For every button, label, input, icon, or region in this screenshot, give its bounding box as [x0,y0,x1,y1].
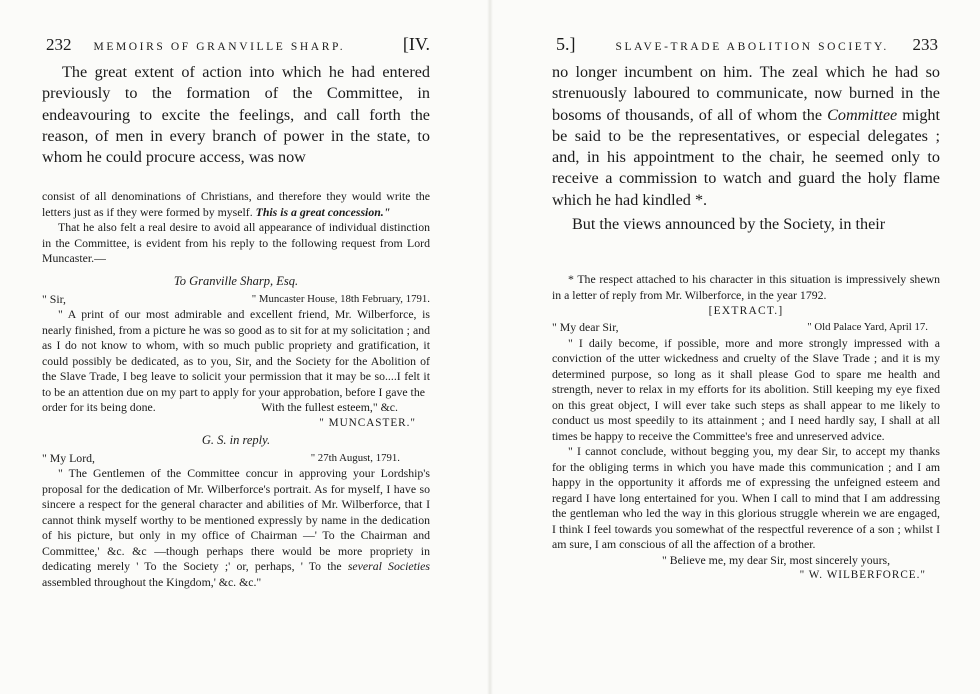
letter-dateline: " Old Palace Yard, April 17. [807,321,928,333]
letter-salutation: " My dear Sir, [552,320,619,334]
letter-body-2 [42,466,430,590]
italic-word: Committee [827,105,898,124]
body-text: no longer incumbent on him. The zeal which he had so strenuously laboured to communicate, now burned in the bosoms of thousands, of all of whom the [552,63,940,124]
body-paragraph: The great extent of action into which he had entered previously to the formation of the Committee, in endeavouring to excite the feelings, and call forth the reason, of men in every branch of power in the state, to whom he could procure access, was now [42,63,430,167]
letter-dateline-2: " 27th August, 1791. [310,451,400,464]
right-page [490,0,980,694]
left-main-text [42,62,430,168]
right-running-head [556,34,938,58]
italic-phrase: several Societies [347,559,430,573]
letter-heading: To Granville Sharp, Esq. [173,273,299,288]
running-title: MEMOIRS OF GRANVILLE SHARP. [93,41,346,53]
letter-complimentary-close: With the fullest esteem," &c. [261,400,398,414]
letter-paragraph-2: " I cannot conclude, without begging you, my dear Sir, to accept my thanks for the obliging terms in which you have made this communication ; and I am happy in the opportunity it affords me of expressing the unfeigned esteem and regard I have long entertained for you. When I call to mind that I am addressing the gentleman who led the way in this glorious struggle wherein we are engaged, I think I feel towards you somewhat of the respectful reverence of a son ; whilst I am sure, I am conscious of all the affection of a brother. [552,444,940,551]
footnote-emphasis: This is a great concession." [255,204,391,219]
letter-salutation-2: " My Lord, [42,450,95,465]
body-paragraph-2: But the views announced by the Society, in their [572,215,886,234]
footnote-intro: * The respect attached to his character in this situation is impressively shewn in a letter of reply from Mr. Wilberforce, in the year 1792. [552,272,940,302]
extract-label: [EXTRACT.] [708,305,784,317]
letter-salutation: " Sir, [42,291,67,306]
letter-heading-2: G. S. in reply. [201,432,271,447]
letter-header-line-2 [42,451,430,467]
letter-last-line [42,400,430,416]
left-footnote [42,189,430,590]
letter-text: " The Gentlemen of the Committee concur in approving your Lordship's proposal for the dedication of Mr. Wilberforce's portrait. As for myself, I have so sincere a respect for the general character and abilities of Mr. Wilberforce, that I cannot think myself worthy to be mentioned expressly by name in the dedication of his picture, but only in my office of Chairman —' To the Chairman and Committee,' &c. &c —though perhaps there would be more propriety in dedicating merely ' To the Society ;' or, perhaps, ' To the [42,466,430,573]
page-number: 233 [912,35,938,54]
letter-text: order for its being done. [42,400,156,414]
letter-dateline: " Muncaster House, 18th February, 1791. [251,292,430,305]
left-running-head [46,34,430,58]
letter-closing: " Believe me, my dear Sir, most sincerely yours, [661,552,891,567]
letter-text: assembled throughout the Kingdom,' &c. &c." [42,574,262,589]
footnote-paragraph-2: That he also felt a real desire to avoid all appearance of individual distinction in the Committee, is evident from his reply to the following request from Lord Muncaster.— [42,220,430,265]
letter-body: " A print of our most admirable and excellent friend, Mr. Wilberforce, is nearly finished, from a picture he was so good as to sit for at my solicitation ; and as I do not know to whom, with so much public propriety and gratification, it could possibly be dedicated, as to you, Sir, and the Society for the Abolition of the Slave Trade, I beg leave to solicit your permission that it may be so....I felt it to be an attention due on my part to apply for your approbation, before I gave the [42,307,430,399]
right-footnote [552,272,940,583]
letter-header-line [42,292,430,308]
chapter-marker: [IV. [402,34,430,54]
body-paragraph [552,62,940,211]
right-main-text [552,62,940,235]
footnote-paragraph [42,189,430,220]
chapter-marker: 5.] [556,34,576,54]
footnote-text: consist of all denominations of Christians, and therefore they would write the letters just as if they were formed by myself. [42,189,430,219]
page-number: 232 [46,35,72,54]
body-text: might be said to be the representatives, or especial delegates ; and, in his appointment to the chair, he seemed only to receive a commission to watch and guard the holy flame which he had kindled *. [552,105,941,209]
running-title: SLAVE-TRADE ABOLITION SOCIETY. [615,41,889,53]
letter-signature: " MUNCASTER." [319,416,416,429]
letter-paragraph: " I daily become, if possible, more and more strongly impressed with a conviction of the utter wickedness and cruelty of the Slave Trade ; and it is my determined purpose, so long as it shall please God to spare me health and strength, never to relax in my efforts for its abolition. Still keeping my eye fixed on this great object, I will ever take such steps as shall appear to me likely to conduct us most speedily to its attainment ; and I need hardly say, I shall at all times be happy to receive the Committee's free and unreserved advice. [552,335,940,443]
letter-header-line [552,320,940,336]
letter-signature: " W. WILBERFORCE." [799,569,926,581]
